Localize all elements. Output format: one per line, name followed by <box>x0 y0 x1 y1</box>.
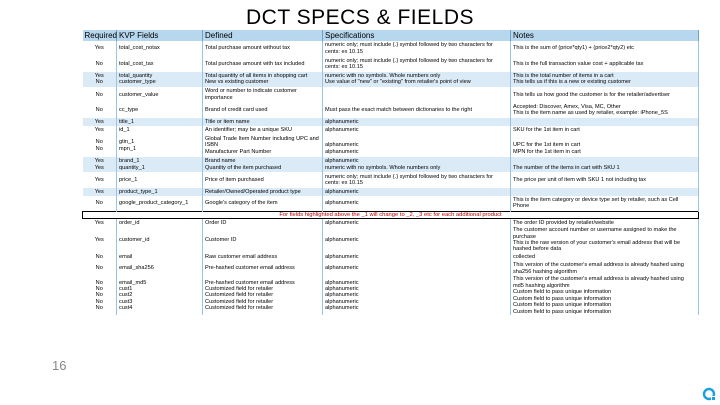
cell-required: No <box>83 253 117 261</box>
table-row <box>83 103 699 118</box>
cell-defined: Pre-hashed customer email address Customized field for retailer Customized field for retailer Customized field for retailer Customized field for retailer <box>203 276 323 315</box>
cell-specification: alphanumeric <box>323 253 511 261</box>
cell-defined: Total quantity of all items in shopping cart New vs existing customer <box>203 72 323 87</box>
table-header-row <box>83 30 699 41</box>
cell-specification: alphanumeric alphanumeric alphanumeric alphanumeric alphanumeric <box>323 276 511 315</box>
table-row <box>83 157 699 172</box>
cell-specification: alphanumeric numeric with no symbols. Whole numbers only <box>323 157 511 172</box>
cell-defined: Pre-hashed customer email address <box>203 261 323 276</box>
specs-table <box>82 30 699 315</box>
header-kvp-fields: KVP Fields <box>117 30 203 41</box>
cell-required: Yes <box>83 172 117 187</box>
cell-kvp-field: id_1 <box>117 126 203 134</box>
cell-defined: Price of item purchased <box>203 172 323 187</box>
cell-notes: This is the total number of items in a cart This tells us if this is a new or existing customer <box>511 72 699 87</box>
cell-specification: alphanumeric <box>323 126 511 134</box>
cell-defined: Total purchase amount with tax included <box>203 56 323 71</box>
cell-defined: Total purchase amount without tax <box>203 41 323 56</box>
cell-defined: Global Trade Item Number including UPC and ISBN Manufacturer Part Number <box>203 134 323 157</box>
cell-notes <box>511 118 699 126</box>
cell-notes: The price per unit of item with SKU 1 not including tax <box>511 172 699 187</box>
table-row <box>83 253 699 261</box>
table-row <box>83 227 699 253</box>
cell-kvp-field: customer_value <box>117 87 203 102</box>
cell-required: No No <box>83 134 117 157</box>
cell-specification: numeric only; must include {.} symbol followed by two characters for cents: ex 10.15 <box>323 172 511 187</box>
cell-kvp-field: brand_1 quantity_1 <box>117 157 203 172</box>
table-row <box>83 72 699 87</box>
header-specifications: Specifications <box>323 30 511 41</box>
cell-notes: This version of the customer's email address is already hashed using md5 hashing algorithm Custom field to pass unique information Custom field to pass unique information Custom field to pass unique information Custom field to pass unique information <box>511 276 699 315</box>
cell-required: Yes <box>83 118 117 126</box>
cell-required: Yes No <box>83 72 117 87</box>
cell-kvp-field: email <box>117 253 203 261</box>
table-row <box>83 172 699 187</box>
cell-defined: Raw customer email address <box>203 253 323 261</box>
cell-kvp-field: total_cost_notax <box>117 41 203 56</box>
slide-number: 16 <box>52 358 67 373</box>
table-row <box>83 87 699 102</box>
cell-specification: numeric with no symbols. Whole numbers only Use value of "new" or "existing" from retailer's point of view <box>323 72 511 87</box>
cell-kvp-field: price_1 <box>117 172 203 187</box>
cell-notes: SKU for the 1st item in cart <box>511 126 699 134</box>
cell-kvp-field: total_cost_tax <box>117 56 203 71</box>
brand-logo-icon <box>702 387 716 401</box>
cell-notes: The order ID provided by retailer/website <box>511 219 699 227</box>
footnote-row <box>83 211 699 219</box>
cell-notes: collected <box>511 253 699 261</box>
cell-defined: Brand name Quantity of the item purchased <box>203 157 323 172</box>
cell-specification: alphanumeric alphanumeric <box>323 134 511 157</box>
table-row <box>83 261 699 276</box>
table-row <box>83 196 699 211</box>
cell-specification: alphanumeric <box>323 261 511 276</box>
cell-defined: Word or number to indicate customer importance <box>203 87 323 102</box>
cell-defined: Order ID <box>203 219 323 227</box>
cell-kvp-field: customer_id <box>117 227 203 253</box>
cell-specification: alphanumeric <box>323 118 511 126</box>
cell-required: No No No No No <box>83 276 117 315</box>
cell-kvp-field: cc_type <box>117 103 203 118</box>
table-row <box>83 188 699 196</box>
slide-title: DCT SPECS & FIELDS <box>245 6 474 29</box>
cell-defined: An identifier; may be a unique SKU <box>203 126 323 134</box>
cell-notes: The customer account number or username assigned to make the purchase This is the raw version of your customer's email address that will be hashed before data <box>511 227 699 253</box>
table-row <box>83 126 699 134</box>
cell-required: No <box>83 103 117 118</box>
cell-required: Yes <box>83 227 117 253</box>
cell-required: Yes Yes <box>83 157 117 172</box>
table-row <box>83 134 699 157</box>
table-row <box>83 276 699 315</box>
cell-specification: alphanumeric <box>323 196 511 211</box>
cell-defined: Retailer/Owned/Operated product type <box>203 188 323 196</box>
cell-specification: alphanumeric <box>323 219 511 227</box>
cell-kvp-field: email_sha256 <box>117 261 203 276</box>
cell-notes: This tells us how good the customer is for the retailer/advertiser <box>511 87 699 102</box>
cell-notes <box>511 188 699 196</box>
cell-specification <box>323 87 511 102</box>
cell-required: Yes <box>83 188 117 196</box>
cell-required: No <box>83 261 117 276</box>
cell-defined: Brand of credit card used <box>203 103 323 118</box>
table-row <box>83 56 699 71</box>
cell-kvp-field: email_md5 cust1 cust2 cust3 cust4 <box>117 276 203 315</box>
header-notes: Notes <box>511 30 699 41</box>
cell-notes: This version of the customer's email address is already hashed using sha256 hashing algorithm <box>511 261 699 276</box>
cell-notes: The number of the items in cart with SKU 1 <box>511 157 699 172</box>
cell-required: No <box>83 56 117 71</box>
cell-kvp-field: gtin_1 mpn_1 <box>117 134 203 157</box>
cell-notes: Accepted: Discover, Amex, Visa, MC, Other This is the item name as used by retailer, example: iPhone_5S <box>511 103 699 118</box>
cell-kvp-field: title_1 <box>117 118 203 126</box>
cell-notes: This is the sum of (price*qty1) + (price2*qty2) etc <box>511 41 699 56</box>
cell-required: Yes <box>83 41 117 56</box>
cell-specification: numeric only; must include {.} symbol followed by two characters for cents: ex 10.15 <box>323 56 511 71</box>
cell-notes: This is the item category or device type set by retailer, such as Cell Phone <box>511 196 699 211</box>
cell-specification: alphanumeric <box>323 188 511 196</box>
cell-required: Yes <box>83 219 117 227</box>
table-row <box>83 219 699 227</box>
cell-kvp-field: total_quantity customer_type <box>117 72 203 87</box>
header-required: Required <box>84 31 117 40</box>
cell-required: No <box>83 87 117 102</box>
cell-specification: alphanumeric <box>323 227 511 253</box>
table-row <box>83 41 699 56</box>
cell-kvp-field: google_product_category_1 <box>117 196 203 211</box>
cell-specification: Must pass the exact match between dictionaries to the right <box>323 103 511 118</box>
cell-kvp-field: order_id <box>117 219 203 227</box>
table-row <box>83 118 699 126</box>
cell-specification: numeric only; must include {.} symbol followed by two characters for cents: ex 10.15 <box>323 41 511 56</box>
header-defined: Defined <box>203 30 323 41</box>
cell-notes: This is the full transaction value cost + applicable tax <box>511 56 699 71</box>
cell-notes: UPC for the 1st item in cart MPN for the 1st item in cart <box>511 134 699 157</box>
footnote-text: For fields highlighted above the _1 will change to _2, _3 etc for each additional product <box>83 211 699 219</box>
cell-defined: Title or item name <box>203 118 323 126</box>
cell-required: No <box>83 196 117 211</box>
cell-required: Yes <box>83 126 117 134</box>
cell-defined: Customer ID <box>203 227 323 253</box>
cell-kvp-field: product_type_1 <box>117 188 203 196</box>
cell-defined: Google's category of the item <box>203 196 323 211</box>
